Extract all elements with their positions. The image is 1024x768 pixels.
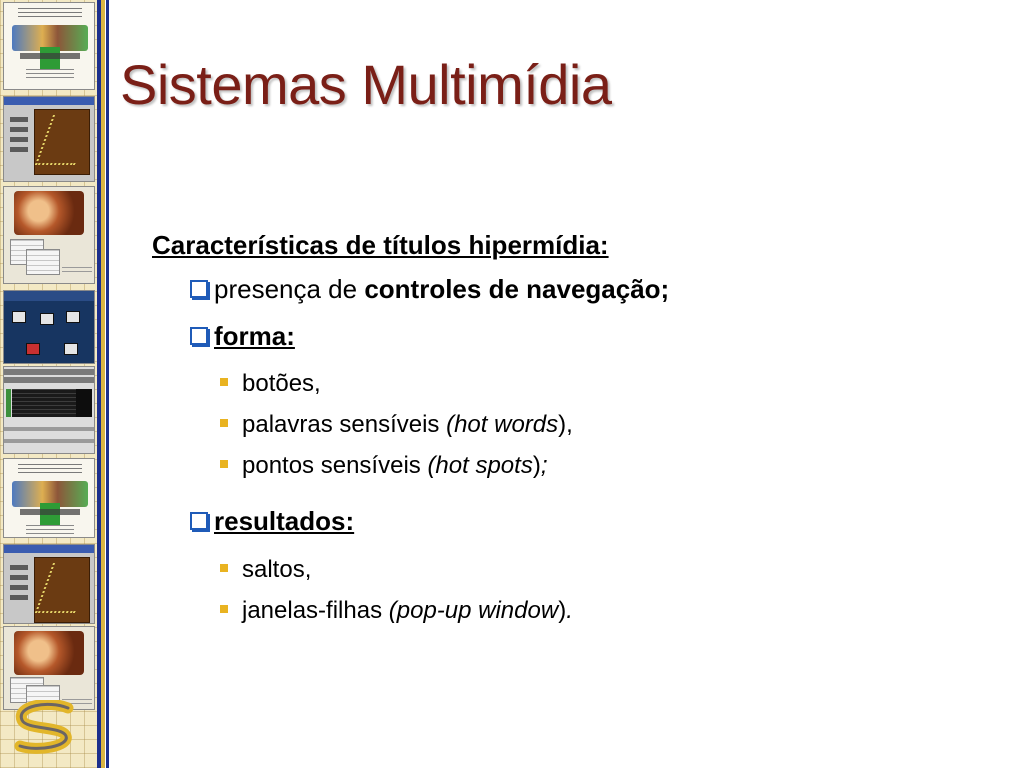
square-bullet-icon: [220, 378, 228, 386]
thumbnail-equalizer: [3, 290, 95, 364]
sub-item-italic: (hot words: [446, 411, 559, 438]
sub-item-text: botões,: [242, 370, 321, 397]
item-bold-text: controles de navegação;: [364, 274, 670, 304]
thumbnail-video-controls: [3, 186, 95, 284]
item-text: presença de: [214, 274, 365, 304]
sub-list-item: [220, 452, 548, 480]
thumbnail-title-slide-2: [3, 458, 95, 538]
sub-item-text: janelas-filhas: [242, 597, 389, 624]
square-bullet-icon: [220, 564, 228, 572]
sub-item-after-italic: .: [566, 597, 573, 624]
sub-list-item: [220, 411, 573, 439]
sub-list-item: [220, 370, 321, 398]
sub-item-text: palavras sensíveis: [242, 411, 447, 438]
checkbox-bullet-icon: [190, 327, 208, 345]
sub-item-text: pontos sensíveis: [242, 452, 428, 479]
sub-item-italic: (pop-up window: [388, 597, 559, 624]
checkbox-bullet-icon: [190, 512, 208, 530]
thumbnail-map-screen-2: [3, 544, 95, 624]
sub-item-after: ): [532, 452, 541, 479]
slide-title: Sistemas Multimídia: [120, 53, 612, 116]
square-bullet-icon: [220, 605, 228, 613]
list-item: [190, 506, 354, 537]
sub-list-item: [220, 597, 573, 625]
list-item: [190, 321, 295, 352]
item-label: resultados:: [214, 506, 355, 536]
sj-logo-icon: [8, 700, 90, 758]
divider-line: [101, 0, 105, 768]
square-bullet-icon: [220, 419, 228, 427]
thumbnail-title-slide: [3, 2, 95, 90]
sub-item-after-italic: ;: [540, 452, 548, 479]
item-label: forma:: [214, 321, 295, 351]
sub-item-after: ),: [558, 411, 573, 438]
sub-list-item: [220, 556, 311, 584]
divider-line: [106, 0, 109, 768]
section-heading: Características de títulos hipermídia:: [152, 230, 609, 260]
sub-item-after: ): [558, 597, 567, 624]
sub-item-italic: (hot spots: [427, 452, 533, 479]
thumbnail-video-controls-2: [3, 626, 95, 710]
list-item: [190, 274, 669, 305]
thumbnail-map-screen: [3, 96, 95, 182]
sub-item-text: saltos,: [242, 556, 312, 583]
checkbox-bullet-icon: [190, 280, 208, 298]
thumbnail-data-table: [3, 366, 95, 454]
decorative-sidebar: [0, 0, 100, 768]
square-bullet-icon: [220, 460, 228, 468]
